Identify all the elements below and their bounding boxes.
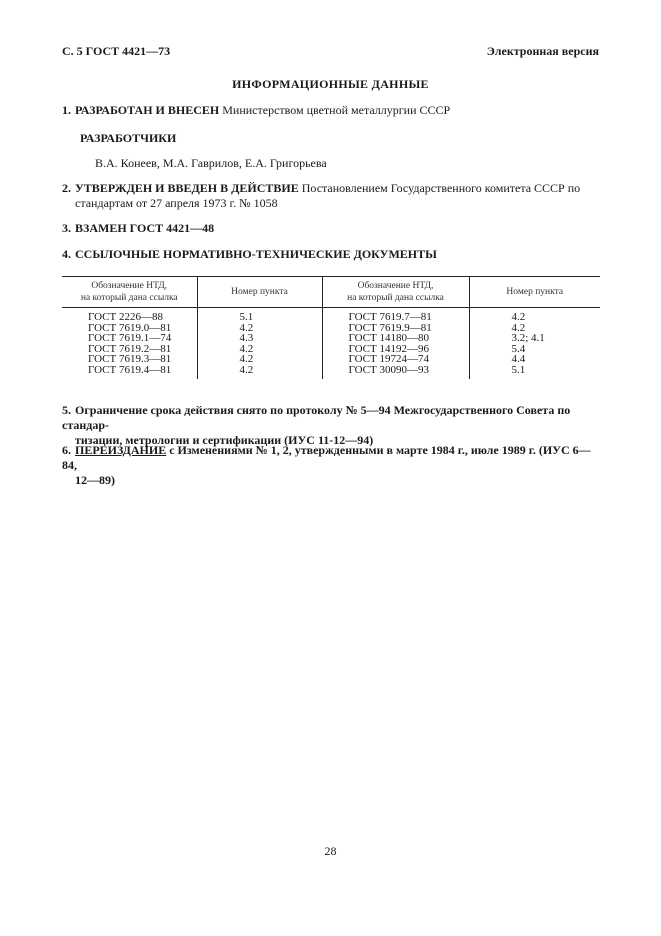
item-6-number: 6. (62, 443, 71, 457)
page-title: ИНФОРМАЦИОННЫЕ ДАННЫЕ (232, 77, 429, 91)
table-cell: ГОСТ 7619.1—74 (62, 333, 197, 344)
item-6-text: с Изменениями № 1, 2, утвержденными в марте 1984 г., июле 1989 г. (ИУС 6—84, (62, 443, 591, 472)
item-4-lead: ССЫЛОЧНЫЕ НОРМАТИВНО-ТЕХНИЧЕСКИЕ ДОКУМЕНТЫ (75, 247, 437, 261)
item-6-lead: ПЕРЕИЗДАНИЕ (75, 443, 167, 457)
table-cell: 5.1 (511, 363, 526, 376)
header-edition: Электронная версия (486, 44, 599, 58)
item-5-text: Ограничение срока действия снято по протоколу № 5—94 Межгосударственного Совета по стандар- (62, 403, 571, 432)
item-1-text: Министерством цветной металлургии СССР (219, 103, 451, 117)
col-header-clause-left: Номер пункта (197, 277, 322, 308)
item-5-number: 5. (62, 403, 71, 417)
item-3 (62, 221, 602, 236)
developers-heading: РАЗРАБОТЧИКИ (80, 131, 177, 145)
table-cell: ГОСТ 30090—93 (322, 365, 469, 379)
item-6 (62, 443, 602, 488)
item-1-lead: РАЗРАБОТАН И ВНЕСЕН (75, 103, 220, 117)
table-row (62, 308, 600, 323)
table-cell: ГОСТ 7619.9—81 (322, 323, 469, 334)
table-cell: 4.4 (511, 353, 526, 366)
item-2-lead: УТВЕРЖДЕН И ВВЕДЕН В ДЕЙСТВИЕ (75, 181, 299, 195)
item-1-number: 1. (62, 103, 71, 117)
table-cell: 5.1 (197, 308, 322, 323)
col-header-doc-line2: на который дана ссылка (80, 293, 178, 303)
col-header-clause-right: Номер пункта (469, 277, 600, 308)
col-header-doc-line2: на который дана ссылка (347, 293, 444, 303)
col-header-doc-line1: Обозначение НТД, (357, 281, 434, 291)
reference-documents-table (62, 276, 600, 379)
developers-list: В.А. Конеев, М.А. Гаврилов, Е.А. Григорьева (95, 156, 327, 170)
page-number: 28 (324, 844, 337, 858)
table-cell: 4.2 (197, 344, 322, 355)
table-cell: ГОСТ 7619.3—81 (62, 354, 197, 365)
col-header-doc-right (322, 277, 469, 308)
col-header-doc-line1: Обозначение НТД, (91, 281, 168, 291)
item-3-number: 3. (62, 221, 71, 235)
table-cell: ГОСТ 7619.7—81 (322, 308, 469, 323)
table-cell: ГОСТ 7619.2—81 (62, 344, 197, 355)
table-cell: 4.2 (197, 323, 322, 334)
item-2-continuation: стандартам от 27 апреля 1973 г. № 1058 (75, 196, 278, 210)
table-cell: 4.2 (197, 365, 322, 379)
table-cell: 4.3 (197, 333, 322, 344)
table-cell: ГОСТ 19724—74 (322, 354, 469, 365)
item-4 (62, 247, 602, 262)
item-2 (62, 181, 602, 211)
item-2-number: 2. (62, 181, 71, 195)
table-cell: 4.2 (511, 311, 526, 323)
table-cell: 5.4 (511, 342, 526, 355)
table-cell: ГОСТ 2226—88 (62, 308, 197, 323)
header-document-ref: С. 5 ГОСТ 4421—73 (62, 44, 171, 58)
table-cell: ГОСТ 7619.0—81 (62, 323, 197, 334)
item-5 (62, 403, 602, 448)
item-6-continuation: 12—89) (75, 473, 115, 487)
item-4-number: 4. (62, 247, 71, 261)
table-header-row (62, 277, 600, 308)
col-header-doc-left (62, 277, 197, 308)
table-row (62, 365, 600, 379)
item-3-lead: ВЗАМЕН ГОСТ 4421—48 (75, 221, 215, 235)
item-1 (62, 103, 602, 118)
item-5-continuation: тизации, метрологии и сертификации (ИУС 11-12—94) (75, 433, 374, 447)
table-cell: 3.2; 4.1 (511, 332, 545, 345)
table-cell: ГОСТ 14192—96 (322, 344, 469, 355)
table-cell: 4.2 (197, 354, 322, 365)
table-cell: 4.2 (511, 321, 526, 334)
table-cell: ГОСТ 14180—80 (322, 333, 469, 344)
table-cell: ГОСТ 7619.4—81 (62, 365, 197, 379)
item-2-text: Постановлением Государственного комитета СССР по (298, 181, 581, 195)
